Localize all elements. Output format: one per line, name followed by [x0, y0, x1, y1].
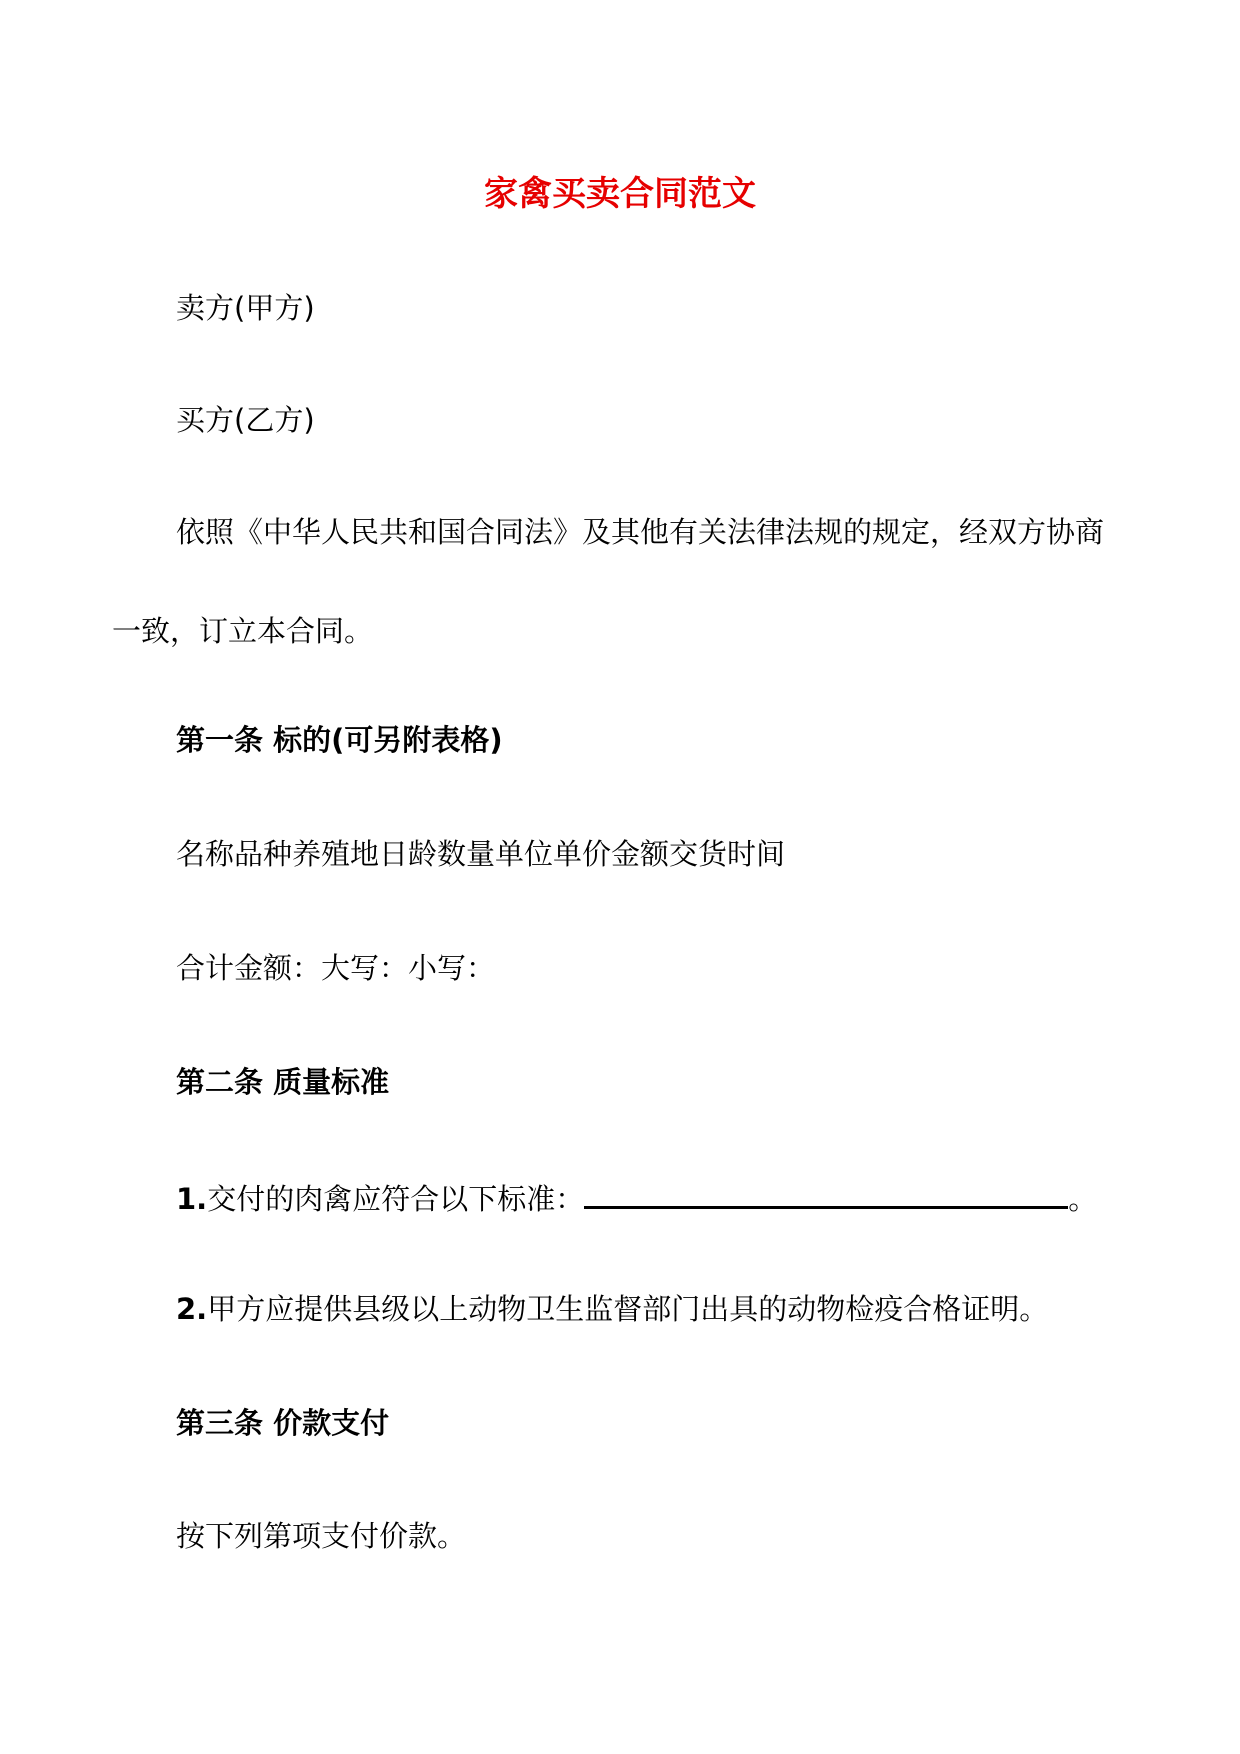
article2-item-2-number: 2.	[176, 1292, 208, 1326]
article2-heading: 第二条 质量标准	[176, 1065, 390, 1099]
fill-in-blank-line	[584, 1176, 1068, 1209]
article1-total: 合计金额：大写：小写：	[176, 951, 496, 985]
article2-item-2	[176, 1289, 1048, 1329]
article3-heading: 第三条 价款支付	[176, 1406, 390, 1440]
article2-item-1-number: 1.	[176, 1182, 208, 1216]
document-title: 家禽买卖合同范文	[484, 174, 756, 214]
buyer-line: 买方(乙方)	[176, 403, 315, 437]
preamble-line-2: 一致，订立本合同。	[112, 614, 374, 648]
article1-heading: 第一条 标的(可另附表格)	[176, 723, 503, 757]
preamble-line-1: 依照《中华人民共和国合同法》及其他有关法律法规的规定，经双方协商	[176, 515, 1105, 549]
article2-item-1-text: 交付的肉禽应符合以下标准：	[207, 1182, 585, 1216]
article2-item-1-end: 。	[1068, 1182, 1098, 1216]
article2-item-1	[176, 1176, 1097, 1219]
article1-columns: 名称品种养殖地日龄数量单位单价金额交货时间	[176, 837, 786, 871]
article2-item-2-text: 甲方应提供县级以上动物卫生监督部门出具的动物检疫合格证明。	[207, 1292, 1049, 1326]
article3-text: 按下列第项支付价款。	[176, 1519, 467, 1553]
seller-line: 卖方(甲方)	[176, 291, 315, 325]
